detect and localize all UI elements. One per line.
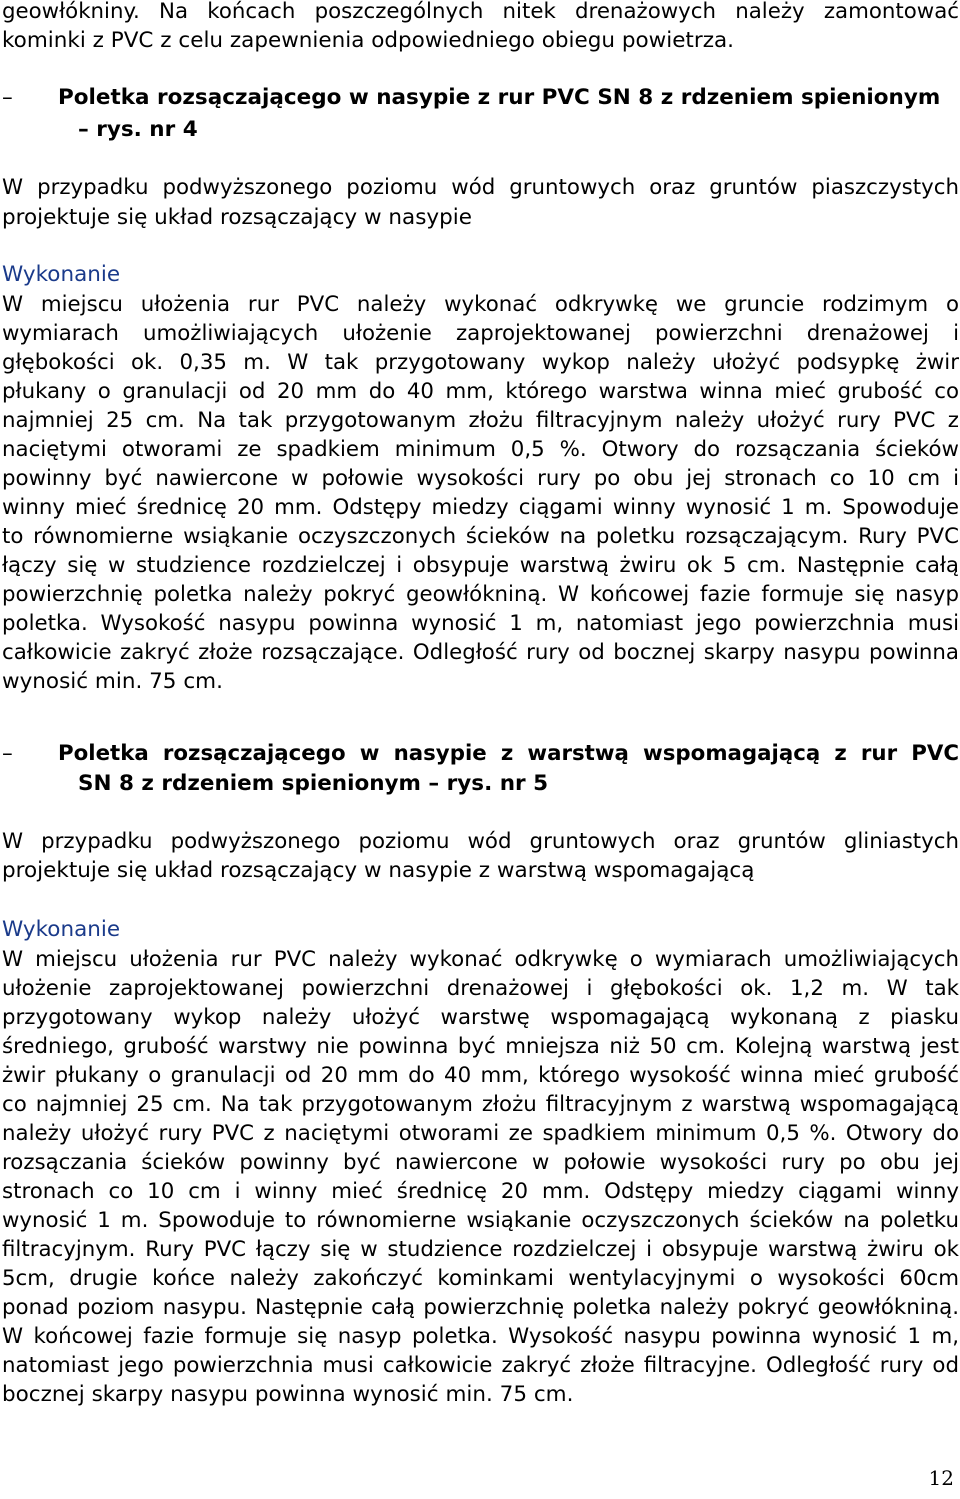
paragraph-line: rozsączania ścieków powinny być nawiercone w połowie wysokości rury po obu jej [2,1150,959,1175]
list-dash: – [2,741,13,766]
paragraph-line: żwir płukany o granulacji od 20 mm do 40 mm, którego wysokość winna mieć grubość [2,1063,959,1088]
paragraph-line: bocznej skarpy nasypu powinna wynosić min. 75 cm. [2,1382,574,1407]
paragraph-line: przygotowany wykop należy ułożyć warstwę wspomagającą wykonaną z piasku [2,1005,959,1030]
paragraph-line: łączy się w studzience rozdzielczej i obsypuje warstwą żwiru ok 5 cm. Następnie całą [2,553,959,578]
paragraph-line: W końcowej fazie formuje się nasyp poletka. Wysokość nasypu powinna wynosić 1 m, [2,1324,959,1349]
section-heading: Poletka rozsączającego w nasypie z rur PVC SN 8 z rdzeniem spienionym [58,85,941,110]
paragraph-line: płukany o granulacji od 20 mm do 40 mm, którego warstwa winna mieć grubość co [2,379,959,404]
paragraph-line: wynosić 1 m. Spowoduje to równomierne wsiąkanie oczyszczonych ścieków na poletku [2,1208,959,1233]
section-heading-continuation: SN 8 z rdzeniem spienionym – rys. nr 5 [78,771,549,796]
paragraph-line: projektuje się układ rozsączający w nasypie z warstwą wspomagającą [2,858,755,883]
paragraph-line: W przypadku podwyższonego poziomu wód gruntowych oraz gruntów piaszczystych [2,175,959,200]
paragraph-line: W miejscu ułożenia rur PVC należy wykonać odkrywkę o wymiarach umożliwiających [2,947,959,972]
subheading: Wykonanie [2,917,121,942]
paragraph-line: najmniej 25 cm. Na tak przygotowanym złożu filtracyjnym należy ułożyć rury PVC z [2,408,959,433]
paragraph-line: ponad poziom nasypu. Następnie całą powierzchnię poletka należy pokryć geowłókniną. [2,1295,959,1320]
paragraph-line: filtracyjnym. Rury PVC łączy się w studzience rozdzielczej i obsypuje warstwą żwiru ok [2,1237,959,1262]
paragraph-line: W miejscu ułożenia rur PVC należy wykonać odkrywkę we gruncie rodzimym o [2,292,959,317]
paragraph-line: projektuje się układ rozsączający w nasypie [2,205,472,230]
paragraph-line: powierzchnię poletka należy pokryć geowłókniną. W końcowej fazie formuje się nasyp [2,582,959,607]
paragraph-line: stronach co 10 cm i winny mieć średnicę 20 mm. Odstępy miedzy ciągami winny [2,1179,959,1204]
paragraph-line: głębokości ok. 0,35 m. W tak przygotowany wykop należy ułożyć podsypkę żwir [2,350,959,375]
paragraph-line: całkowicie zakryć złoże rozsączające. Odległość rury od bocznej skarpy nasypu powinna [2,640,959,665]
paragraph-line: geowłókniny. Na końcach poszczególnych nitek drenażowych należy zamontować [2,0,959,24]
subheading: Wykonanie [2,262,121,287]
paragraph-line: poletka. Wysokość nasypu powinna wynosić 1 m, natomiast jego powierzchnia musi [2,611,959,636]
paragraph-line: średniego, grubość warstwy nie powinna być mniejsza niż 50 cm. Kolejną warstwą jest [2,1034,959,1059]
section-heading-continuation: – rys. nr 4 [78,117,198,142]
paragraph-line: wynosić min. 75 cm. [2,669,223,694]
list-dash: – [2,85,13,110]
paragraph-line: kominki z PVC z celu zapewnienia odpowiedniego obiegu powietrza. [2,28,734,53]
paragraph-line: naciętymi otworami ze spadkiem minimum 0,5 %. Otwory do rozsączania ścieków [2,437,959,462]
paragraph-line: wymiarach umożliwiających ułożenie zaprojektowanej powierzchni drenażowej i [2,321,959,346]
page-number: 12 [928,1466,954,1490]
paragraph-line: co najmniej 25 cm. Na tak przygotowanym złożu filtracyjnym z warstwą wspomagającą [2,1092,959,1117]
paragraph-line: W przypadku podwyższonego poziomu wód gruntowych oraz gruntów gliniastych [2,829,959,854]
paragraph-line: winny mieć średnicę 20 mm. Odstępy miedzy ciągami winny wynosić 1 m. Spowoduje [2,495,959,520]
section-heading: Poletka rozsączającego w nasypie z warstwą wspomagającą z rur PVC [58,741,959,766]
paragraph-line: powinny być nawiercone w połowie wysokości rury po obu jej stronach co 10 cm i [2,466,959,491]
paragraph-line: to równomierne wsiąkanie oczyszczonych ścieków na poletku rozsączającym. Rury PVC [2,524,959,549]
paragraph-line: 5cm, drugie końce należy zakończyć kominkami wentylacyjnymi o wysokości 60cm [2,1266,959,1291]
paragraph-line: należy ułożyć rury PVC z naciętymi otworami ze spadkiem minimum 0,5 %. Otwory do [2,1121,959,1146]
paragraph-line: ułożenie zaprojektowanej powierzchni drenażowej i głębokości ok. 1,2 m. W tak [2,976,959,1001]
paragraph-line: natomiast jego powierzchnia musi całkowicie zakryć złoże filtracyjne. Odległość rury od [2,1353,959,1378]
